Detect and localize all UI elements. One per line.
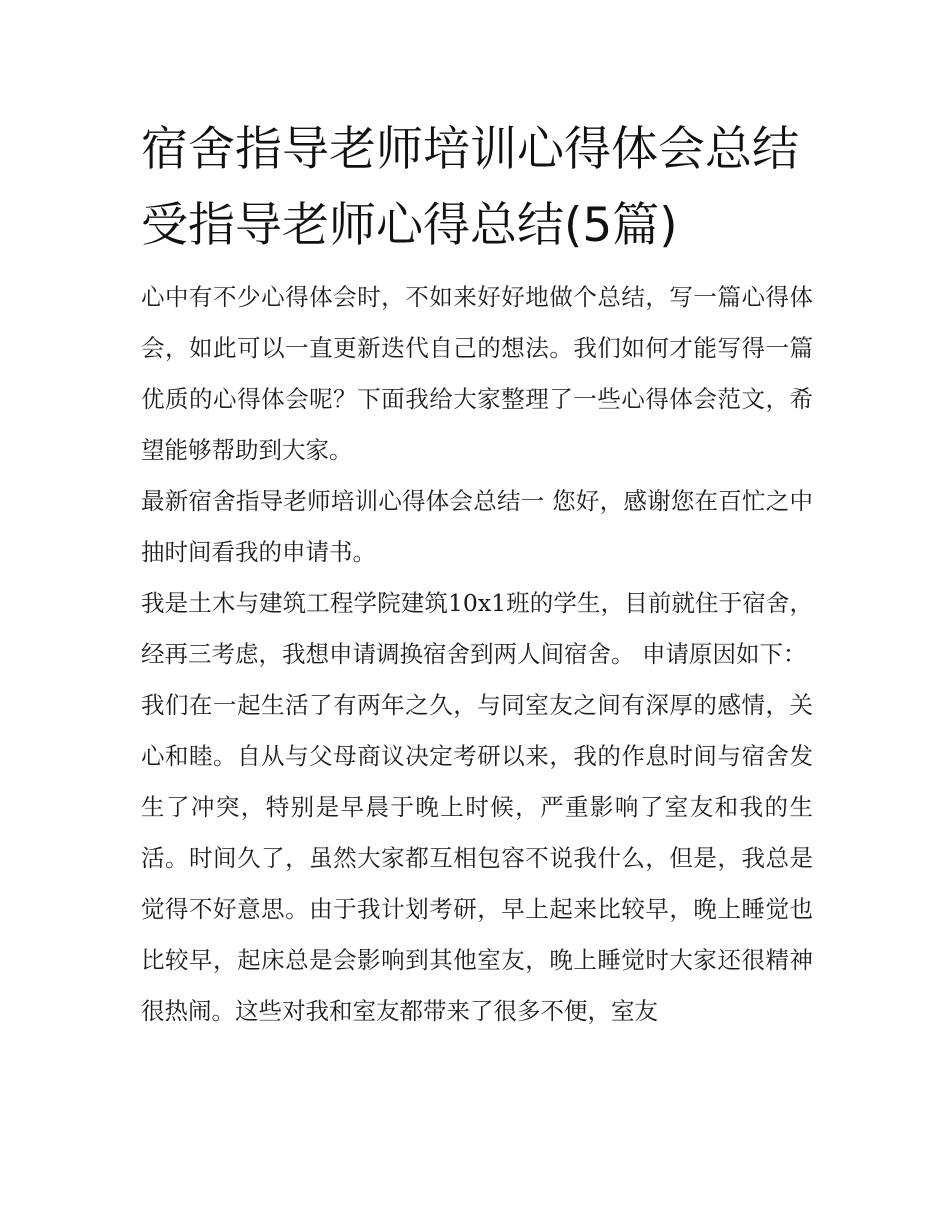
intro-paragraph: 心中有不少心得体会时，不如来好好地做个总结，写一篇心得体会，如此可以一直更新迭代自己的想法。我们如何才能写得一篇优质的心得体会呢？下面我给大家整理了一些心得体会范文，希望能够帮助到大家。 (141, 283, 813, 464)
reason-paragraph: 我们在一起生活了有两年之久，与同室友之间有深厚的感情，关心和睦。自从与父母商议决定考研以来，我的作息时间与宿舍发生了冲突，特别是早晨于晚上时候，严重影响了室友和我的生活。时间久了，虽然大家都互相包容不说我什么，但是，我总是觉得不好意思。由于我计划考研，早上起来比较早，晚上睡觉也比较早，起床总是会影响到其他室友，晚上睡觉时大家还很精神很热闹。这些对我和室友都带来了很多不便，室友 (141, 691, 813, 1025)
document-body (141, 112, 813, 1037)
greeting-paragraph: 最新宿舍指导老师培训心得体会总结一 您好，感谢您在百忙之中抽时间看我的申请书。 (141, 487, 813, 566)
applicant-paragraph: 我是土木与建筑工程学院建筑10x1班的学生，目前就住于宿舍，经再三考虑，我想申请调换宿舍到两人间宿舍。 申请原因如下： (141, 589, 813, 668)
document-title: 宿舍指导老师培训心得体会总结 受指导老师心得总结(5篇) (141, 122, 814, 253)
